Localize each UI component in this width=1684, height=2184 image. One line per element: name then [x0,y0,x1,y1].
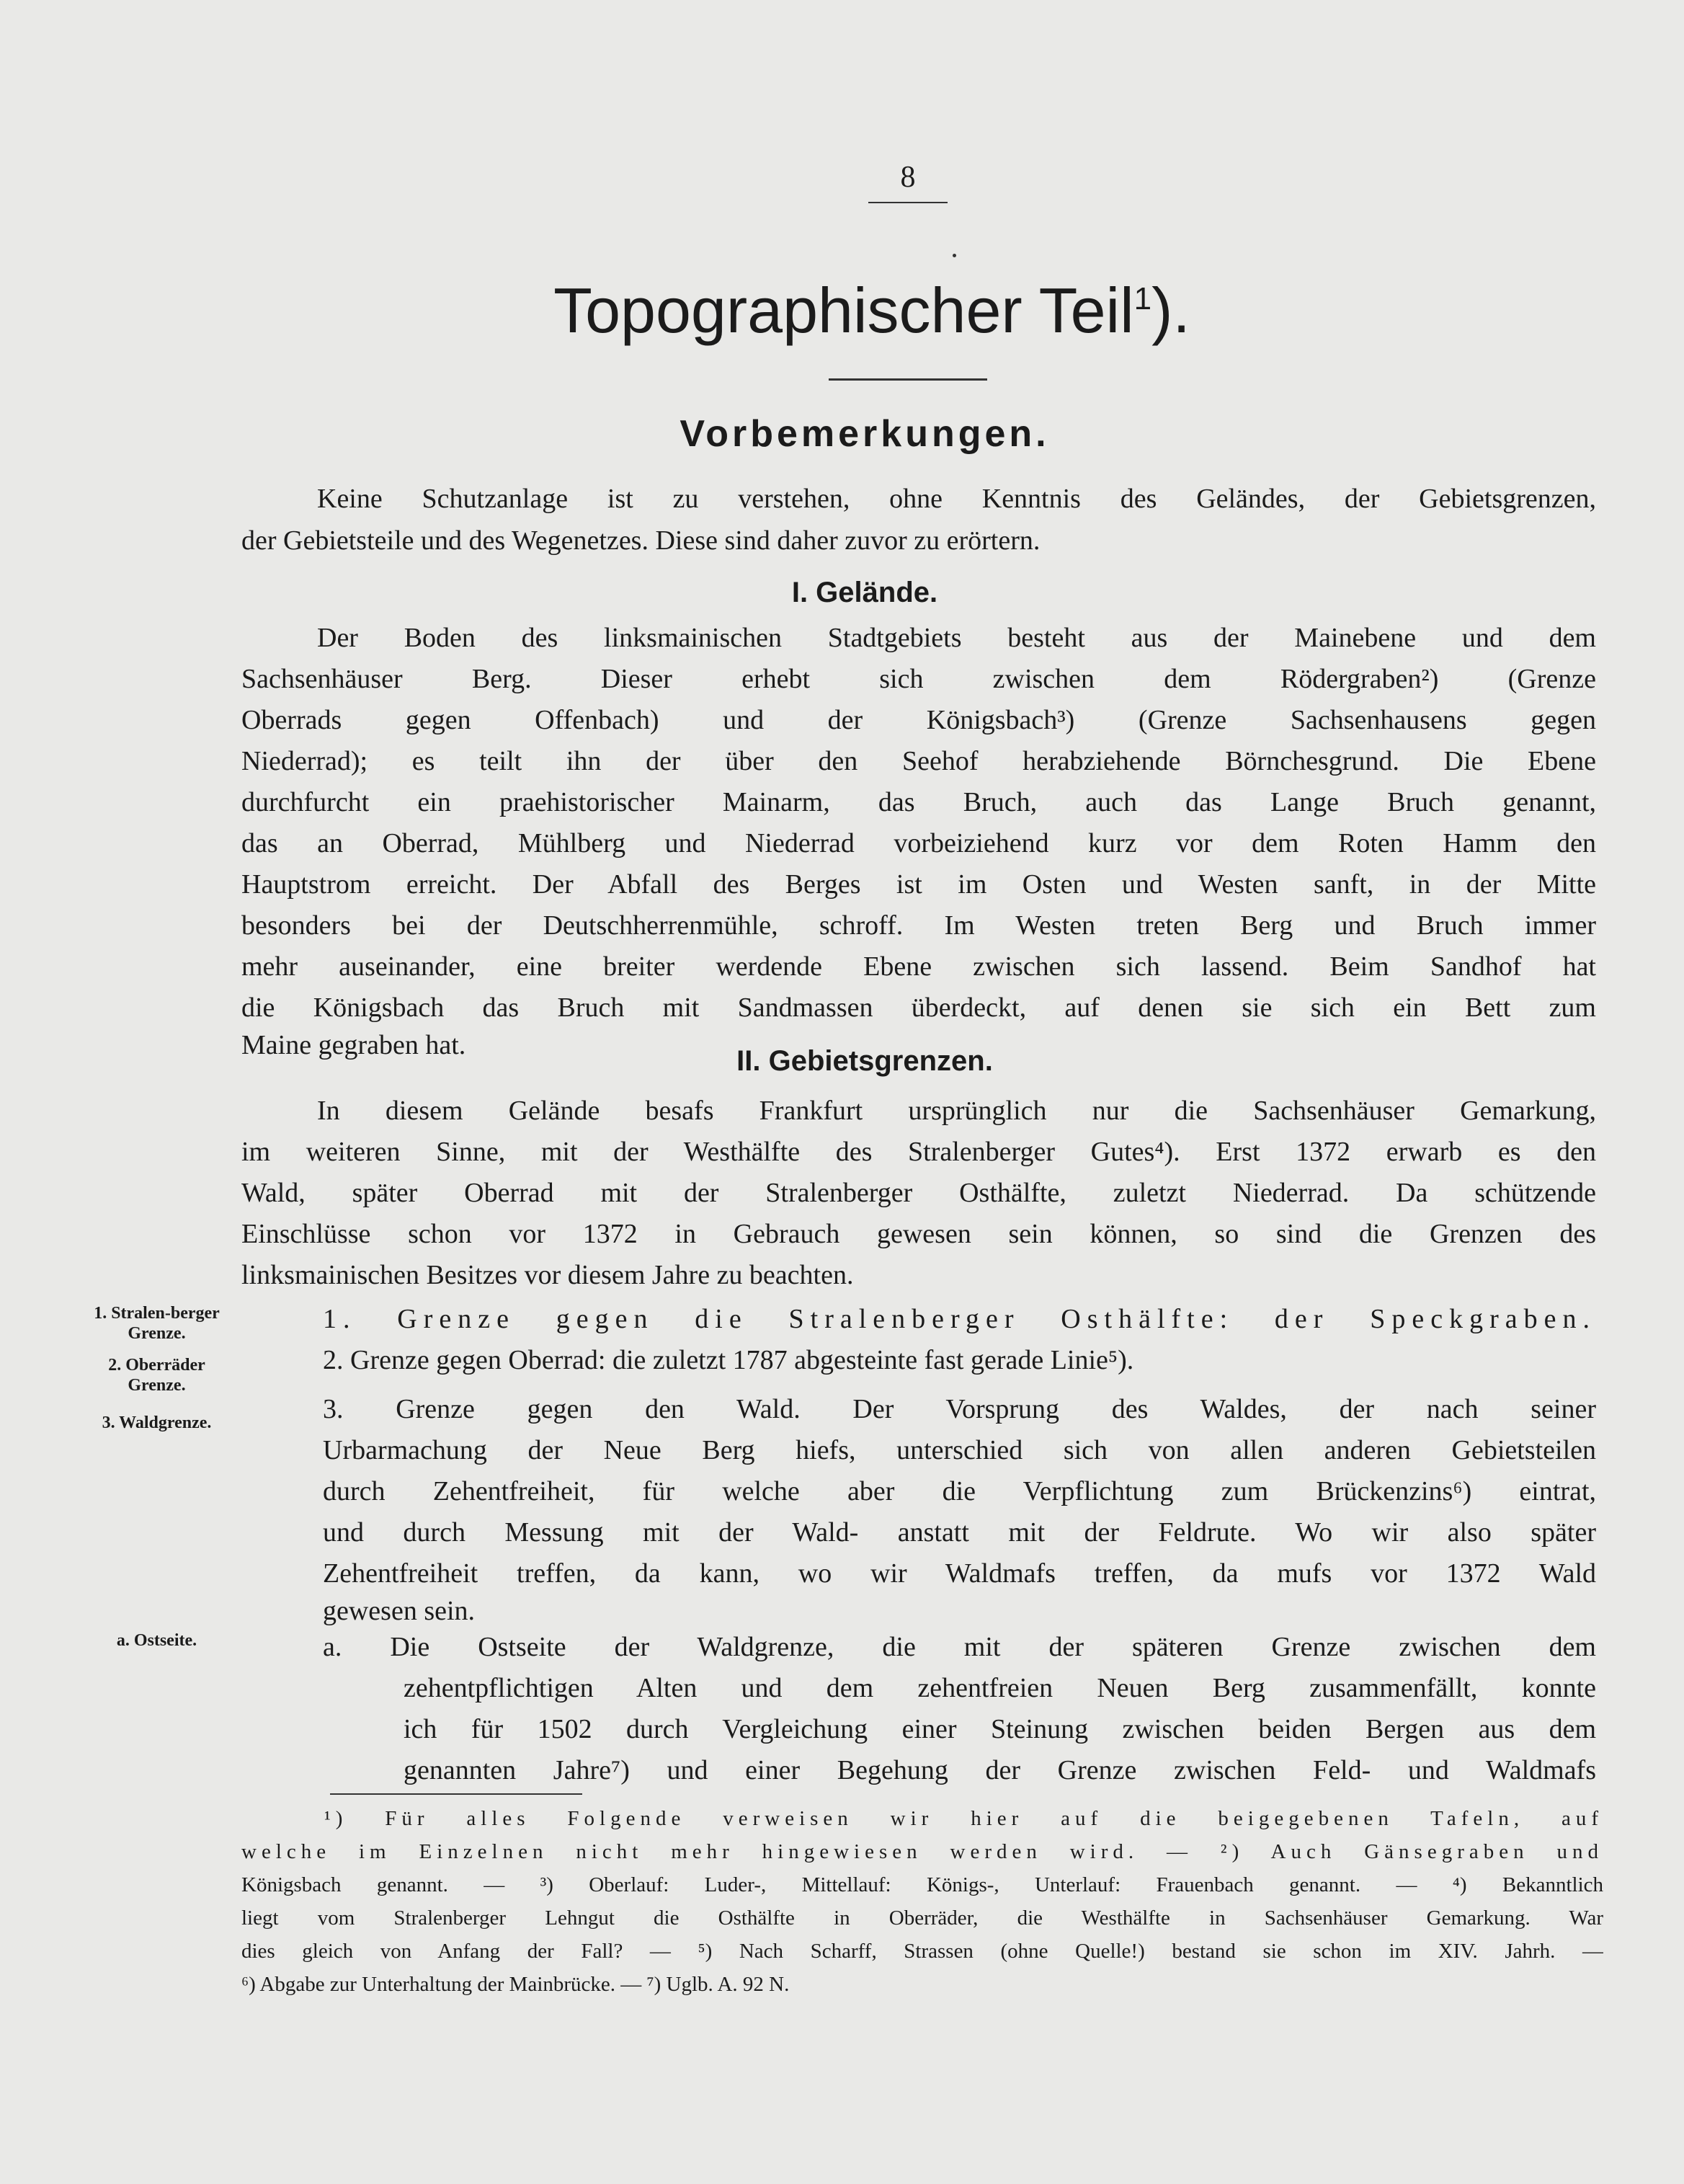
paragraph-line: linksmainischen Besitzes vor diesem Jahre zu beachten. [241,1260,854,1290]
margin-note: a. Ostseite. [116,1631,197,1650]
paragraph-line: Der Boden des linksmainischen Stadtgebiets besteht aus der Mainebene und dem [317,623,1596,653]
footnote-line: dies gleich von Anfang der Fall? — ⁵) Nach Scharff, Strassen (ohne Quelle!) bestand sie schon im XIV. Jahrh. — [241,1940,1603,1963]
section-heading: I. Gelände. [791,577,938,608]
list-item: 3. Grenze gegen den Wald. Der Vorsprung des Waldes, der nach seiner [323,1394,1596,1424]
page-title [404,274,1340,347]
list-item-line: ich für 1502 durch Vergleichung einer Steinung zwischen beiden Bergen aus dem [404,1714,1596,1744]
list-item-line: und durch Messung mit der Wald- anstatt mit der Feldrute. Wo wir also später [323,1517,1596,1548]
section-title: Vorbemerkungen. [680,413,1050,455]
paragraph-line: mehr auseinander, eine breiter werdende Ebene zwischen sich lassend. Beim Sandhof hat [241,951,1596,982]
paragraph-line: die Königsbach das Bruch mit Sandmassen überdeckt, auf denen sie sich ein Bett zum [241,993,1596,1023]
paragraph-line: Oberrads gegen Offenbach) und der Königsbach³) (Grenze Sachsenhausens gegen [241,705,1596,735]
footnote-rule [330,1793,582,1795]
list-item-line: gewesen sein. [323,1596,476,1626]
list-item: 2. Grenze gegen Oberrad: die zuletzt 1787 abgesteinte fast gerade Linie⁵). [323,1345,1134,1375]
page-number-rule [868,202,948,203]
paragraph-line: Wald, später Oberrad mit der Stralenberger Osthälfte, zuletzt Niederrad. Da schützende [241,1178,1596,1208]
paragraph-line: In diesem Gelände besafs Frankfurt ursprünglich nur die Sachsenhäuser Gemarkung, [317,1096,1596,1126]
paragraph-line: Maine gegraben hat. [241,1030,466,1060]
list-item-line: Urbarmachung der Neue Berg hiefs, unterschied sich von allen anderen Gebietsteilen [323,1435,1596,1465]
list-item-line: genannten Jahre⁷) und einer Begehung der Grenze zwischen Feld- und Waldmafs [404,1755,1596,1785]
paragraph-line: im weiteren Sinne, mit der Westhälfte des Stralenberger Gutes⁴). Erst 1372 erwarb es den [241,1137,1596,1167]
paragraph-line: der Gebietsteile und des Wegenetzes. Diese sind daher zuvor zu erörtern. [241,525,1041,556]
footnote-line: ¹) Für alles Folgende verweisen wir hier auf die beigegebenen Tafeln, auf [324,1807,1603,1830]
page-number: 8 [900,161,916,194]
title-close: ). [1151,275,1190,346]
paragraph-line: Keine Schutzanlage ist zu verstehen, ohne Kenntnis des Geländes, der Gebietsgrenzen, [317,484,1596,514]
list-item-line: durch Zehentfreiheit, für welche aber die Verpflichtung zum Brückenzins⁶) eintrat, [323,1476,1596,1506]
margin-note: 3. Waldgrenze. [102,1413,212,1432]
paragraph-line: Sachsenhäuser Berg. Dieser erhebt sich zwischen dem Rödergraben²) (Grenze [241,664,1596,694]
margin-note: 2. Oberräder Grenze. [108,1356,205,1395]
list-item-line: zehentpflichtigen Alten und dem zehentfreien Neuen Berg zusammenfällt, konnte [404,1673,1596,1703]
list-item-line: Zehentfreiheit treffen, da kann, wo wir Waldmafs treffen, da mufs vor 1372 Wald [323,1558,1596,1589]
footnote-line: welche im Einzelnen nicht mehr hingewiesen werden wird. — ²) Auch Gänsegraben und [241,1840,1603,1863]
ink-dot [953,254,956,257]
paragraph-line: Hauptstrom erreicht. Der Abfall des Berges ist im Osten und Westen sanft, in der Mitte [241,869,1596,900]
title-rule [829,378,987,381]
footnote-line: Königsbach genannt. — ³) Oberlauf: Luder-, Mittellauf: Königs-, Unterlauf: Frauenbach genannt. — ⁴) Bekanntlich [241,1873,1603,1896]
list-item: 1. Grenze gegen die Stralenberger Osthälfte: der Speckgraben. [323,1304,1596,1334]
paragraph-line: durchfurcht ein praehistorischer Mainarm, das Bruch, auch das Lange Bruch genannt, [241,787,1596,817]
margin-note: 1. Stralen-berger Grenze. [94,1304,220,1343]
title-footnote-mark: 1 [1133,281,1152,316]
paragraph-line: Einschlüsse schon vor 1372 in Gebrauch gewesen sein können, so sind die Grenzen des [241,1219,1596,1249]
title-text: Topographischer Teil [553,275,1134,346]
paragraph-line: Niederrad); es teilt ihn der über den Seehof herabziehende Börnchesgrund. Die Ebene [241,746,1596,776]
footnote-line: ⁶) Abgabe zur Unterhaltung der Mainbrücke. — ⁷) Uglb. A. 92 N. [241,1973,790,1996]
list-item: a. Die Ostseite der Waldgrenze, die mit der späteren Grenze zwischen dem [323,1632,1596,1662]
paragraph-line: das an Oberrad, Mühlberg und Niederrad vorbeiziehend kurz vor dem Roten Hamm den [241,828,1596,858]
section-heading: II. Gebietsgrenzen. [736,1045,993,1077]
paragraph-line: besonders bei der Deutschherrenmühle, schroff. Im Westen treten Berg und Bruch immer [241,910,1596,941]
footnote-line: liegt vom Stralenberger Lehngut die Osthälfte in Oberräder, die Westhälfte in Sachsenhäuser Gemarkung. War [241,1906,1603,1930]
